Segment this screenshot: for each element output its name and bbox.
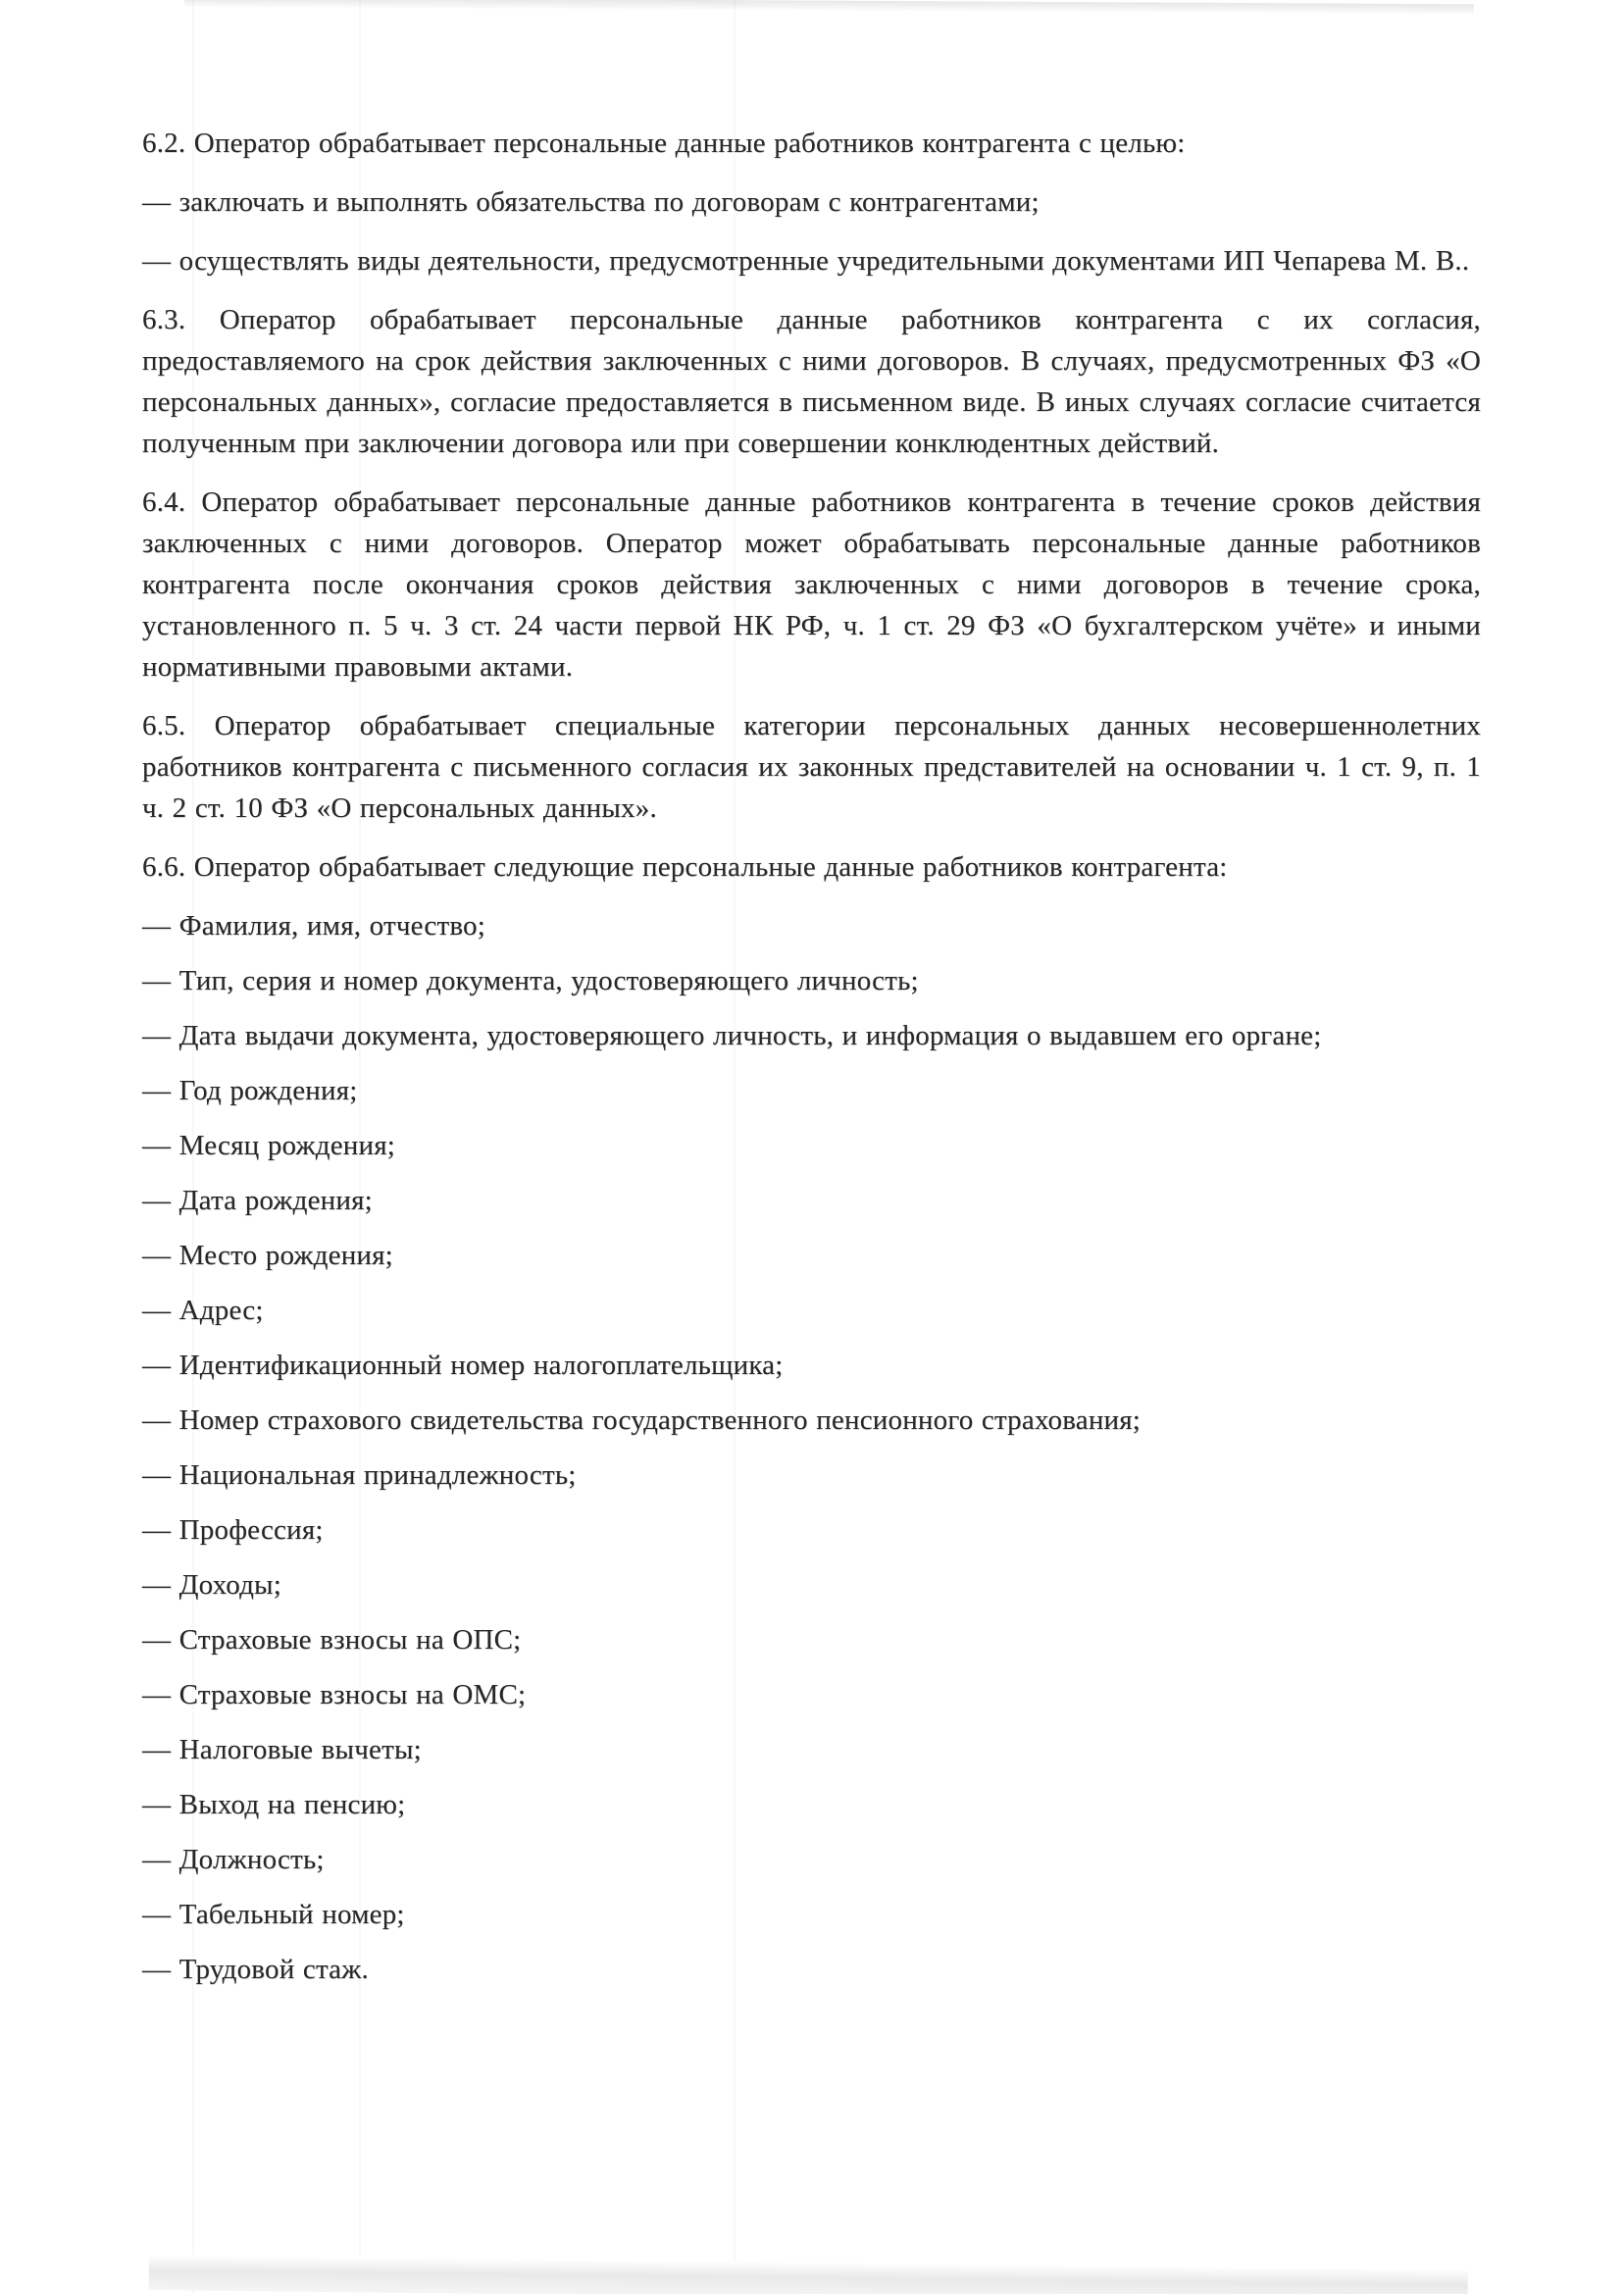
list-item: — Должность; bbox=[142, 1844, 325, 1875]
list-item: — Выход на пенсию; bbox=[142, 1789, 406, 1820]
list-item: — Номер страхового свидетельства государственного пенсионного страхования; bbox=[142, 1404, 1142, 1436]
list-item: — Трудовой стаж. bbox=[142, 1954, 369, 1985]
scan-edge-artifact-bottom bbox=[149, 2255, 1468, 2294]
bullet-item: — осуществлять виды деятельности, предусмотренные учредительными документами ИП Чепарева М. В.. bbox=[142, 245, 1470, 277]
list-item: — Идентификационный номер налогоплательщика; bbox=[142, 1350, 784, 1381]
list-item: — Доходы; bbox=[142, 1569, 281, 1601]
paragraph-6-3: 6.3. Оператор обрабатывает персональные данные работников контрагента с их согласия, предоставляемого на срок действия заключенных с ними договоров. В случаях, предусмотренных ФЗ «О персональных данных», согласие предоставляется в письменном виде. В иных случаях согласие считается полученным при заключении договора или при совершении конклюдентных действий. bbox=[142, 304, 1481, 459]
list-item: — Профессия; bbox=[142, 1514, 324, 1546]
list-item: — Год рождения; bbox=[142, 1075, 358, 1106]
paragraph-6-2: 6.2. Оператор обрабатывает персональные данные работников контрагента с целью: bbox=[142, 127, 1186, 159]
list-item: — Налоговые вычеты; bbox=[142, 1734, 422, 1765]
list-item: — Национальная принадлежность; bbox=[142, 1459, 577, 1491]
paragraph-6-6: 6.6. Оператор обрабатывает следующие персональные данные работников контрагента: bbox=[142, 851, 1228, 883]
paragraph-6-5: 6.5. Оператор обрабатывает специальные категории персональных данных несовершеннолетних работников контрагента с письменного согласия их законных представителей на основании ч. 1 ст. 9, п. 1 ч. 2 ст. 10 ФЗ «О персональных данных». bbox=[142, 710, 1481, 824]
list-item: — Тип, серия и номер документа, удостоверяющего личность; bbox=[142, 965, 919, 996]
list-item: — Адрес; bbox=[142, 1295, 264, 1326]
list-item: — Фамилия, имя, отчество; bbox=[142, 910, 486, 942]
list-item: — Месяц рождения; bbox=[142, 1130, 396, 1161]
bullet-item: — заключать и выполнять обязательства по договорам с контрагентами; bbox=[142, 186, 1040, 218]
list-item: — Дата рождения; bbox=[142, 1185, 373, 1216]
list-item: — Дата выдачи документа, удостоверяющего личность, и информация о выдавшем его органе; bbox=[142, 1020, 1322, 1051]
list-item: — Место рождения; bbox=[142, 1240, 393, 1271]
list-item: — Страховые взносы на ОМС; bbox=[142, 1679, 527, 1710]
list-item: — Табельный номер; bbox=[142, 1899, 405, 1930]
paragraph-6-4: 6.4. Оператор обрабатывает персональные данные работников контрагента в течение сроков действия заключенных с ними договоров. Оператор может обрабатывать персональные данные работников контрагента после окончания сроков действия заключенных с ними договоров в течение срока, установленного п. 5 ч. 3 ст. 24 части первой НК РФ, ч. 1 ст. 29 ФЗ «О бухгалтерском учёте» и иными нормативными правовыми актами. bbox=[142, 486, 1481, 683]
list-item: — Страховые взносы на ОПС; bbox=[142, 1624, 522, 1656]
